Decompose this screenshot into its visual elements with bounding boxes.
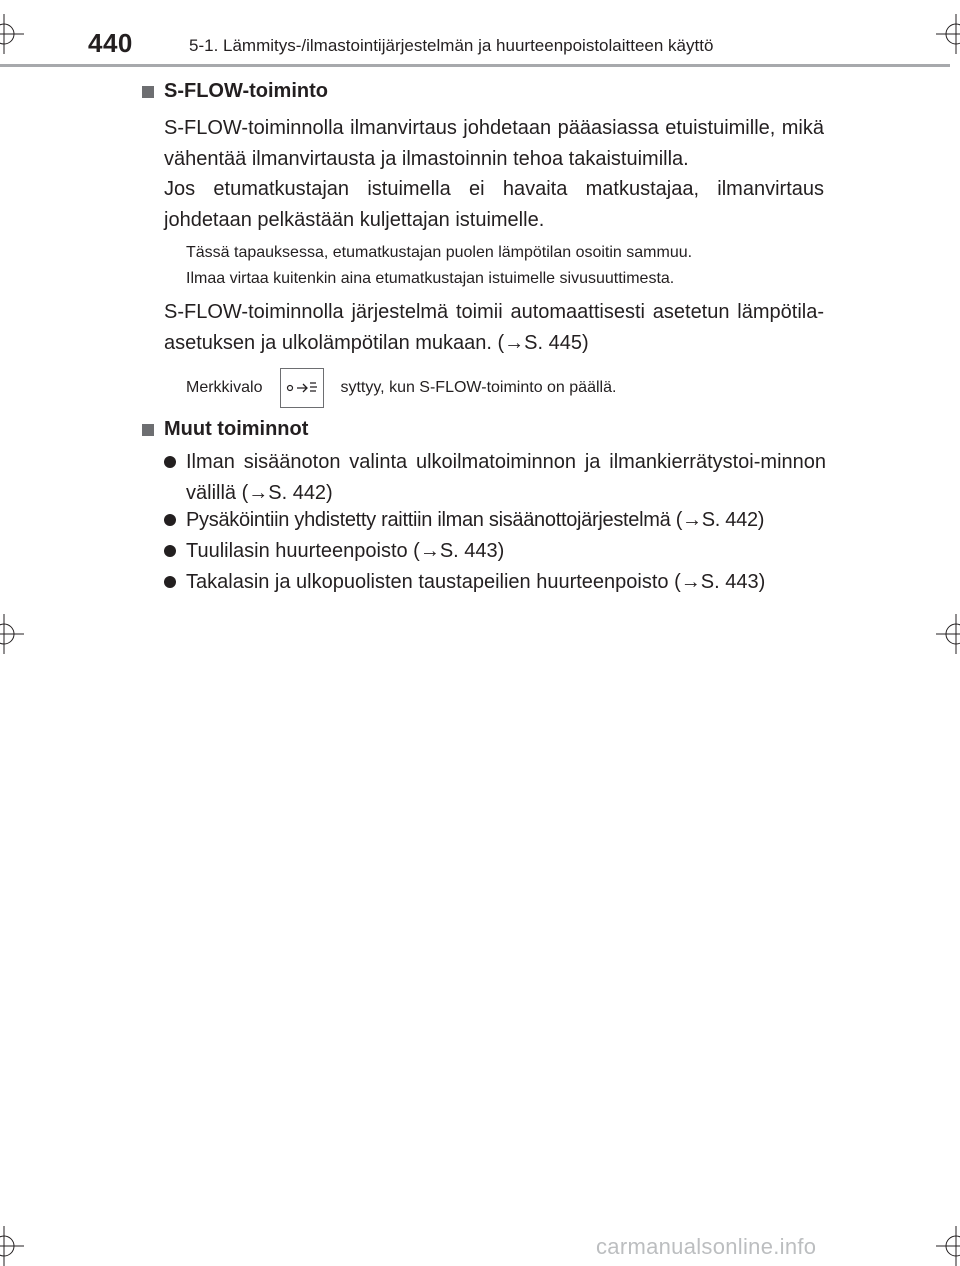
list-item-text: Takalasin ja ulkopuolisten taustapeilien huurteenpoisto (→S. 443)	[186, 571, 766, 593]
list-item	[164, 567, 826, 598]
section-heading-other-functions	[142, 418, 308, 441]
note-text: Ilmaa virtaa kuitenkin aina etumatkustajan istuimelle sivusuuttimesta.	[186, 270, 675, 287]
list-item	[164, 447, 826, 509]
list-item-text: Tuulilasin huurteenpoisto (→S. 443)	[186, 540, 505, 562]
paragraph: Jos etumatkustajan istuimella ei havaita matkustajaa, ilmanvirtaus johdetaan pelkästään kuljettajan istuimelle.	[164, 178, 824, 231]
s-flow-indicator-icon	[280, 368, 324, 408]
list-item-text: Ilman sisäänoton valinta ulkoilmatoiminnon ja ilmankierrätystoi-minnon välillä (→S. 442)	[186, 451, 826, 504]
section-heading-text: S-FLOW-toiminto	[164, 80, 328, 102]
square-bullet-icon	[142, 86, 154, 98]
list-item-text: Pysäköintiin yhdistetty raittiin ilman sisäänottojärjestelmä (→S. 442)	[186, 509, 765, 531]
registration-mark-icon	[0, 14, 24, 54]
bullet-dot-icon	[164, 514, 176, 526]
section-heading-s-flow	[142, 80, 328, 103]
registration-mark-icon	[936, 614, 960, 654]
note-text: Tässä tapauksessa, etumatkustajan puolen lämpötilan osoitin sammuu.	[186, 244, 693, 261]
indicator-prefix: Merkkivalo	[186, 379, 263, 396]
bullet-dot-icon	[164, 545, 176, 557]
registration-mark-icon	[0, 1226, 24, 1266]
indicator-note	[186, 368, 616, 408]
indicator-suffix: syttyy, kun S-FLOW-toiminto on päällä.	[340, 379, 617, 396]
section-heading-text: Muut toiminnot	[164, 418, 309, 440]
square-bullet-icon	[142, 424, 154, 436]
chapter-title: 5-1. Lämmitys-/ilmastointijärjestelmän ja huurteenpoistolaitteen käyttö	[189, 36, 714, 55]
registration-mark-icon	[936, 14, 960, 54]
list-item	[164, 536, 826, 567]
list-item	[164, 505, 826, 536]
bullet-dot-icon	[164, 456, 176, 468]
registration-mark-icon	[0, 614, 24, 654]
header-divider	[0, 64, 950, 67]
paragraph: S-FLOW-toiminnolla ilmanvirtaus johdetaan pääasiassa etuistuimille, mikä vähentää ilmanvirtausta ja ilmastoinnin tehoa takaistuimilla.	[164, 117, 824, 170]
paragraph: S-FLOW-toiminnolla järjestelmä toimii automaattisesti asetetun lämpötila-asetuksen ja ulkolämpötilan mukaan. (→S. 445)	[164, 301, 824, 354]
registration-mark-icon	[936, 1226, 960, 1266]
bullet-dot-icon	[164, 576, 176, 588]
watermark: carmanualsonline.info	[596, 1234, 817, 1259]
page-number: 440	[88, 28, 133, 58]
